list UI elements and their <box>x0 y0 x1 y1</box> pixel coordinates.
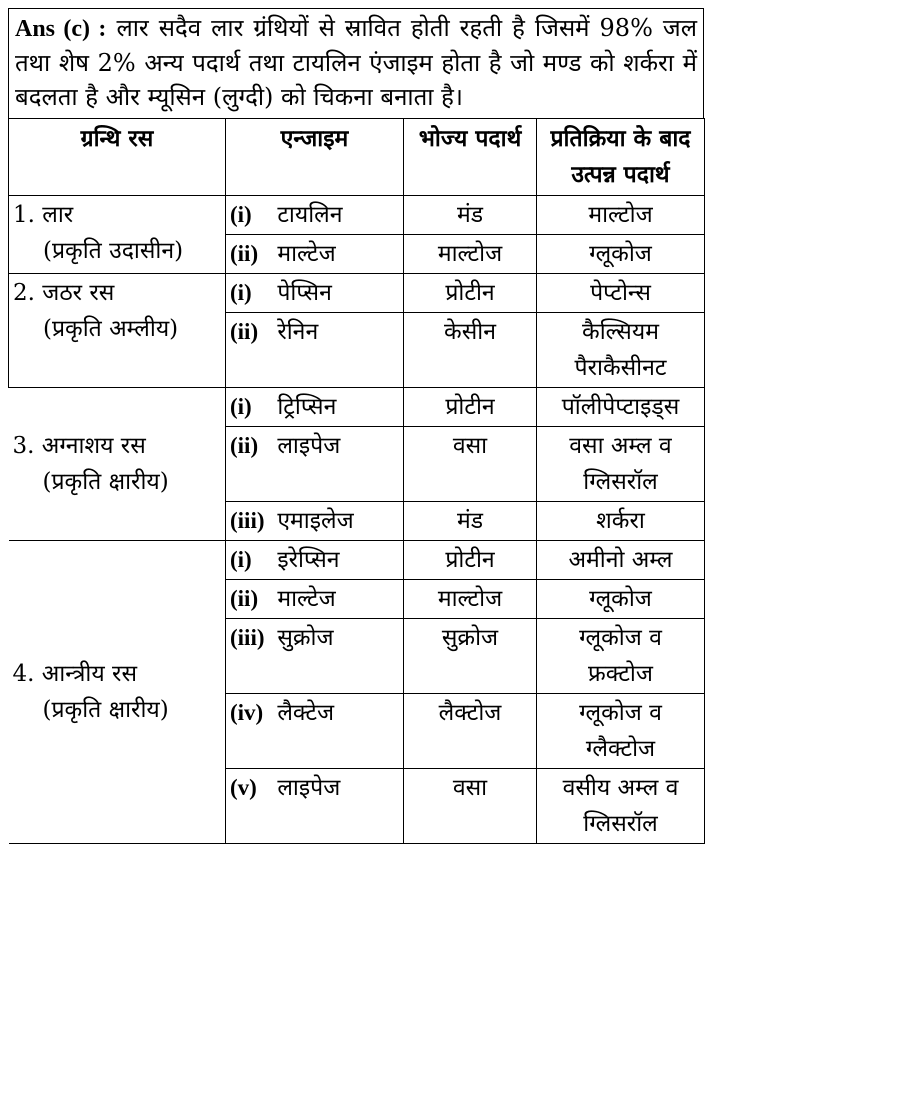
enzyme-name: लाइपेज <box>277 775 341 801</box>
row-number: (ii) <box>230 319 259 344</box>
gland-nature: (प्रकृति उदासीन) <box>43 238 184 264</box>
gland-nature: (प्रकृति क्षारीय) <box>42 469 169 495</box>
enzyme-table <box>8 118 705 844</box>
row-number: (iii) <box>230 508 265 533</box>
product-line: ग्लिसरॉल <box>583 811 658 837</box>
gland-nature: (प्रकृति अम्लीय) <box>43 316 179 342</box>
food-cell: मंड <box>404 502 537 541</box>
product-line: ग्लूकोज व <box>579 625 662 651</box>
table-header-row <box>9 119 705 196</box>
product-line: ग्लिसरॉल <box>583 469 658 495</box>
enzyme-cell <box>226 196 404 235</box>
product-cell: शर्करा <box>537 502 705 541</box>
product-cell: पेप्टोन्स <box>537 274 705 313</box>
gland-name: 2. जठर रस <box>13 280 115 306</box>
gland-name: 3. अग्नाशय रस <box>12 433 146 459</box>
row-number: (ii) <box>230 433 259 458</box>
header-enzyme: एन्जाइम <box>226 119 404 196</box>
product-line: पैराकैसीनट <box>574 355 667 381</box>
answer-text: लार सदैव लार ग्रंथियों से स्रावित होती रहती है जिसमें 98% जल तथा शेष 2% अन्य पदार्थ तथा टायलिन एंजाइम होता है जो मण्ड को शर्करा में बदलता है और म्यूसिन (लुग्दी) को चिकना बनाता है। <box>15 14 697 111</box>
product-line: फ्रक्टोज <box>588 661 653 687</box>
food-cell: प्रोटीन <box>404 274 537 313</box>
answer-document <box>8 8 704 844</box>
enzyme-cell <box>226 769 404 844</box>
enzyme-cell <box>226 274 404 313</box>
enzyme-name: इरेप्सिन <box>277 547 340 573</box>
product-line: कैल्सियम <box>582 319 659 345</box>
gland-cell-intestinal <box>9 541 226 844</box>
table-row <box>9 388 705 427</box>
enzyme-cell <box>226 502 404 541</box>
enzyme-name: माल्टेज <box>277 241 336 267</box>
food-cell: लैक्टोज <box>404 694 537 769</box>
row-number: (ii) <box>230 241 259 266</box>
product-cell: अमीनो अम्ल <box>537 541 705 580</box>
table-row <box>9 196 705 235</box>
product-line: वसा अम्ल व <box>569 433 672 459</box>
enzyme-name: रेनिन <box>277 319 319 345</box>
product-line: ग्लूकोज व <box>579 700 662 726</box>
enzyme-cell <box>226 619 404 694</box>
food-cell: वसा <box>404 769 537 844</box>
row-number: (ii) <box>230 586 259 611</box>
header-product: प्रतिक्रिया के बाद उत्पन्न पदार्थ <box>537 119 705 196</box>
enzyme-cell <box>226 694 404 769</box>
row-number: (i) <box>230 394 252 419</box>
gland-cell-gastric <box>9 274 226 388</box>
gland-name: 1. लार <box>13 202 74 228</box>
product-cell <box>537 427 705 502</box>
product-cell: पॉलीपेप्टाइड्स <box>537 388 705 427</box>
table-row <box>9 274 705 313</box>
enzyme-cell <box>226 541 404 580</box>
row-number: (v) <box>230 775 257 800</box>
header-gland-juice: ग्रन्थि रस <box>9 119 226 196</box>
food-cell: प्रोटीन <box>404 388 537 427</box>
food-cell: मंड <box>404 196 537 235</box>
enzyme-name: लैक्टेज <box>277 700 335 726</box>
food-cell: माल्टोज <box>404 580 537 619</box>
product-cell <box>537 694 705 769</box>
row-number: (iv) <box>230 700 264 725</box>
enzyme-name: पेप्सिन <box>277 280 332 306</box>
enzyme-cell <box>226 580 404 619</box>
product-cell: ग्लूकोज <box>537 235 705 274</box>
answer-explanation <box>8 8 704 118</box>
enzyme-name: सुक्रोज <box>277 625 334 651</box>
enzyme-name: एमाइलेज <box>277 508 354 534</box>
gland-nature: (प्रकृति क्षारीय) <box>42 697 169 723</box>
enzyme-name: टायलिन <box>277 202 343 228</box>
enzyme-cell <box>226 427 404 502</box>
product-cell <box>537 769 705 844</box>
gland-name: 4. आन्त्रीय रस <box>12 661 137 687</box>
row-number: (i) <box>230 202 252 227</box>
product-cell: ग्लूकोज <box>537 580 705 619</box>
enzyme-cell <box>226 235 404 274</box>
product-cell <box>537 313 705 388</box>
food-cell: सुक्रोज <box>404 619 537 694</box>
food-cell: केसीन <box>404 313 537 388</box>
enzyme-name: ट्रिप्सिन <box>277 394 337 420</box>
enzyme-cell <box>226 388 404 427</box>
food-cell: प्रोटीन <box>404 541 537 580</box>
row-number: (i) <box>230 547 252 572</box>
product-line: वसीय अम्ल व <box>562 775 679 801</box>
answer-label: Ans (c) : <box>15 16 107 42</box>
product-cell: माल्टोज <box>537 196 705 235</box>
row-number: (i) <box>230 280 252 305</box>
header-food: भोज्य पदार्थ <box>404 119 537 196</box>
table-row <box>9 541 705 580</box>
gland-cell-saliva <box>9 196 226 274</box>
food-cell: वसा <box>404 427 537 502</box>
enzyme-name: लाइपेज <box>277 433 341 459</box>
row-number: (iii) <box>230 625 265 650</box>
food-cell: माल्टोज <box>404 235 537 274</box>
enzyme-cell <box>226 313 404 388</box>
enzyme-name: माल्टेज <box>277 586 336 612</box>
product-line: ग्लैक्टोज <box>585 736 656 762</box>
gland-cell-pancreatic <box>9 388 226 541</box>
product-cell <box>537 619 705 694</box>
